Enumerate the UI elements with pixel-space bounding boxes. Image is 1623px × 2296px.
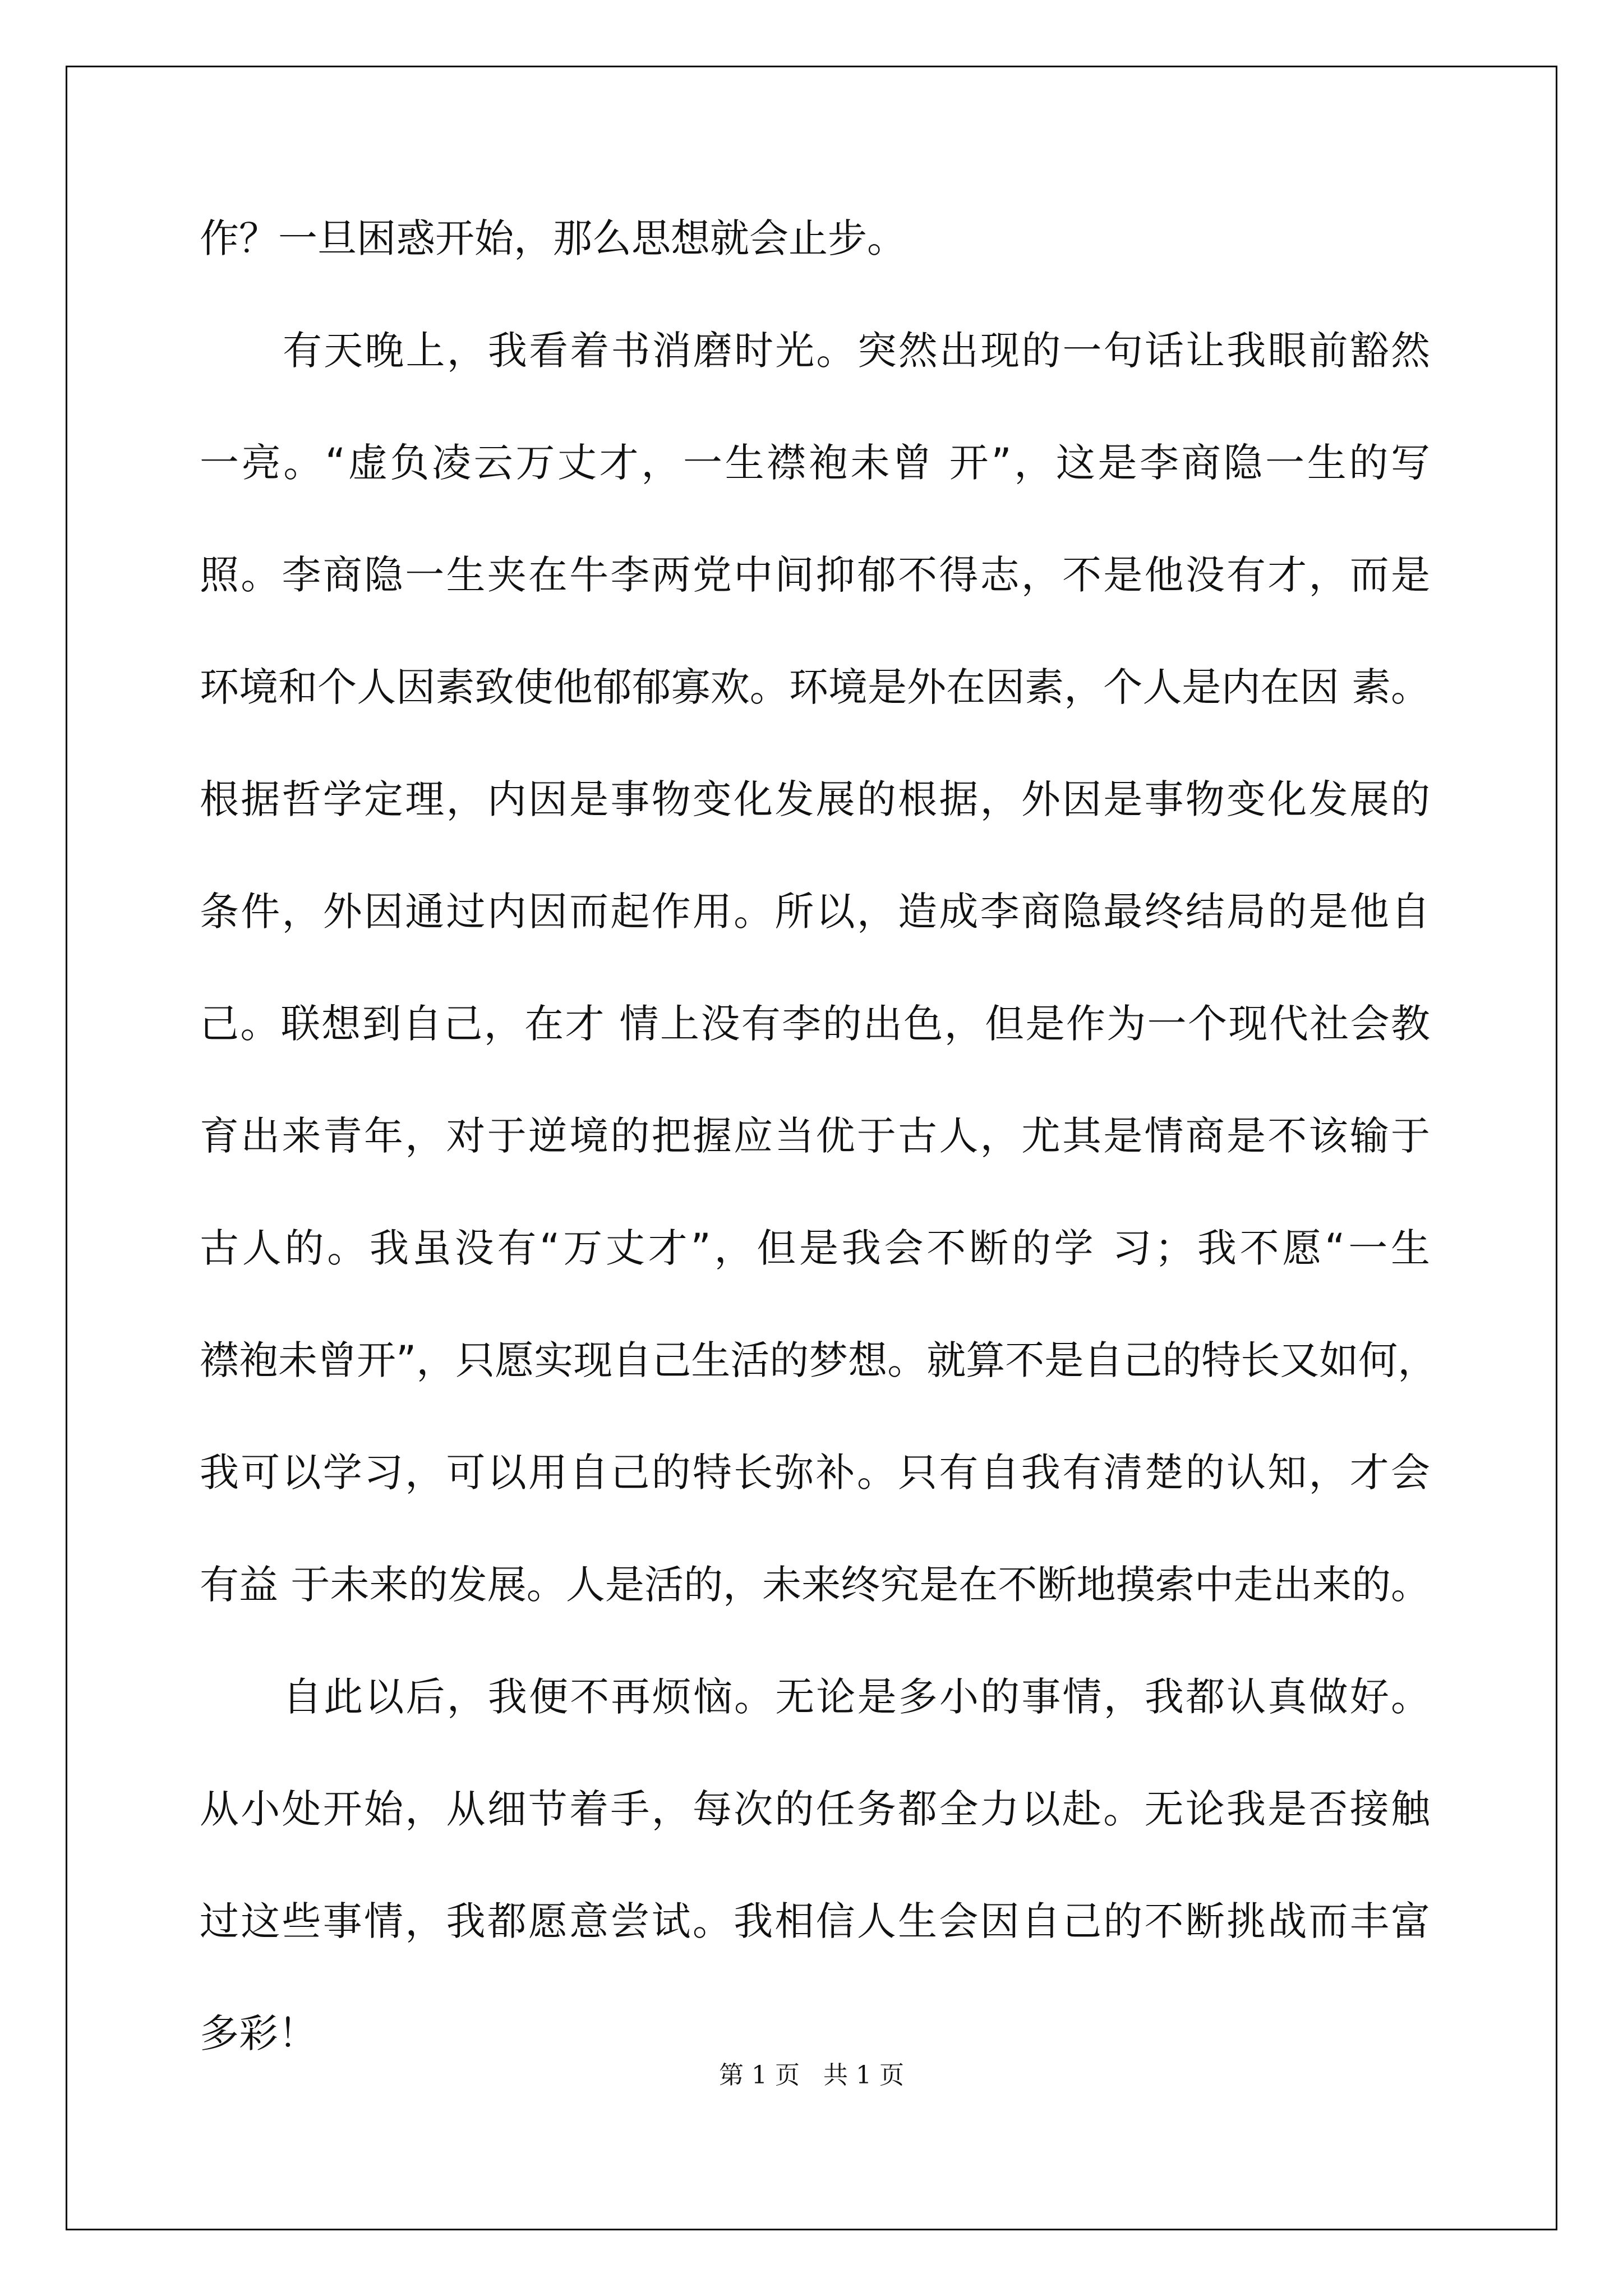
- text-line: 一亮。“虚负凌云万丈才，一生襟袍未曾 开”，这是李商隐一生的写: [200, 440, 1430, 486]
- text-line: 过这些事情，我都愿意尝试。我相信人生会因自己的不断挑战而丰富: [200, 1898, 1430, 1944]
- page-number-footer: 第 1 页 共 1 页: [719, 2061, 904, 2090]
- text-line: 古人的。我虽没有“万丈才”，但是我会不断的学 习；我不愿“一生: [200, 1225, 1430, 1271]
- paragraph-start-line: 有天晚上，我看着书消磨时光。突然出现的一句话让我眼前豁然: [283, 328, 1430, 374]
- text-line: 从小处开始，从细节着手，每次的任务都全力以赴。无论我是否接触: [200, 1786, 1430, 1832]
- text-line: 环境和个人因素致使他郁郁寡欢。环境是外在因素，个人是内在因 素。: [200, 664, 1430, 710]
- text-line: 有益 于未来的发展。人是活的，未来终究是在不断地摸索中走出来的。: [200, 1562, 1430, 1608]
- text-line: 作？一旦困惑开始，那么思想就会止步。: [200, 215, 906, 261]
- text-line: 己。联想到自己，在才 情上没有李的出色，但是作为一个现代社会教: [200, 1001, 1430, 1047]
- text-line: 照。李商隐一生夹在牛李两党中间抑郁不得志，不是他没有才，而是: [200, 552, 1430, 598]
- text-line: 育出来青年，对于逆境的把握应当优于古人，尤其是情商是不该输于: [200, 1113, 1430, 1159]
- text-line: 根据哲学定理，内因是事物变化发展的根据，外因是事物变化发展的: [200, 776, 1430, 822]
- paragraph-start-line: 自此以后，我便不再烦恼。无论是多小的事情，我都认真做好。: [283, 1674, 1430, 1720]
- text-line: 多彩！: [200, 2010, 317, 2056]
- text-line: 条件，外因通过内因而起作用。所以，造成李商隐最终结局的是他自: [200, 889, 1430, 935]
- text-line: 襟袍未曾开”，只愿实现自己生活的梦想。就算不是自己的特长又如何，: [200, 1337, 1437, 1383]
- text-line: 我可以学习，可以用自己的特长弥补。只有自我有清楚的认知，才会: [200, 1450, 1430, 1496]
